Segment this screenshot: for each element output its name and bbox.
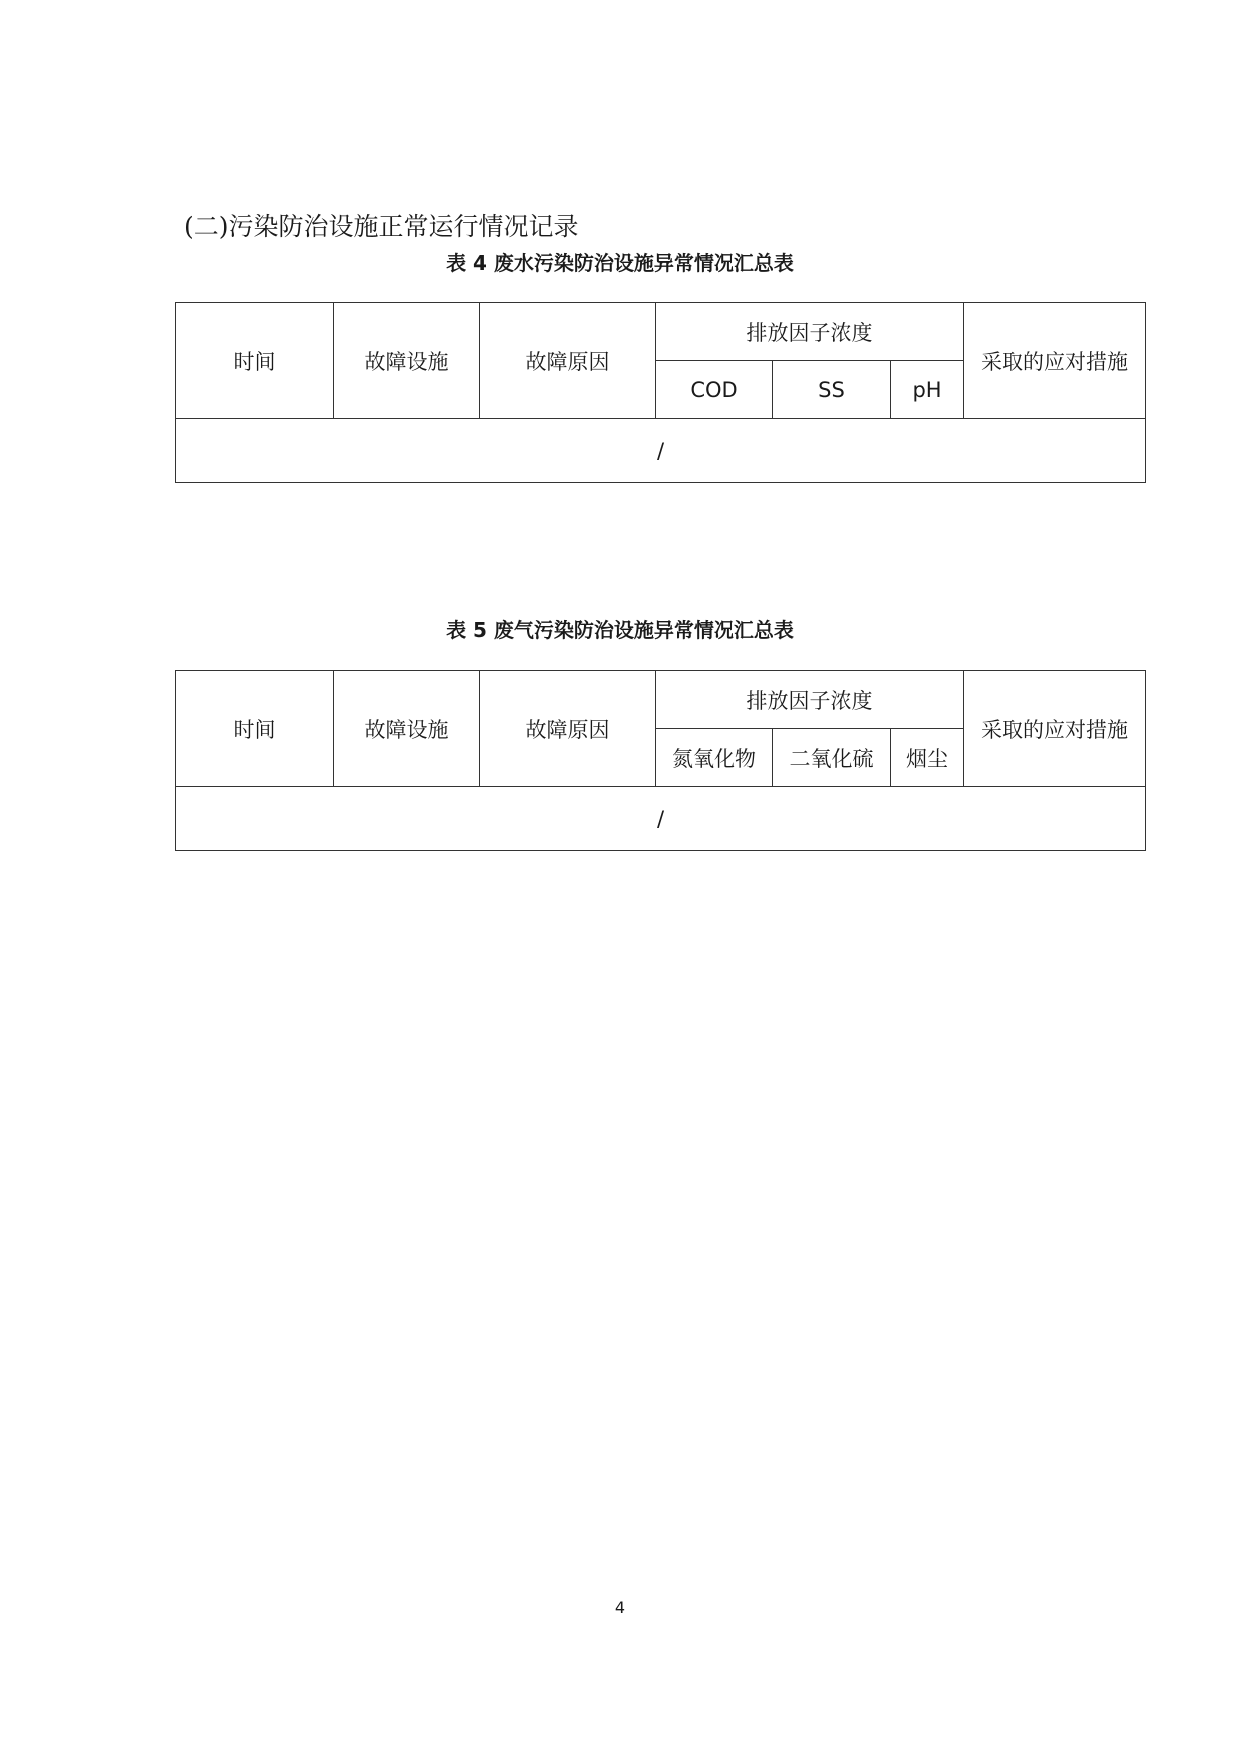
table5-empty-row: / <box>176 787 1146 851</box>
header-measures-taken: 采取的应对措施 <box>964 303 1146 419</box>
factor-smoke-dust: 烟尘 <box>891 729 964 787</box>
header-emission-concentration: 排放因子浓度 <box>656 303 964 361</box>
factor-sulfur-dioxide: 二氧化硫 <box>773 729 891 787</box>
header-time: 时间 <box>176 671 334 787</box>
page-number: 4 <box>614 1598 626 1617</box>
factor-cod: COD <box>656 361 773 419</box>
table5-exhaust-gas-anomalies <box>175 670 1146 851</box>
factor-nitrogen-oxides: 氮氧化物 <box>656 729 773 787</box>
header-emission-concentration: 排放因子浓度 <box>656 671 964 729</box>
factor-ph: pH <box>891 361 964 419</box>
table5-caption: 表 5 废气污染防治设施异常情况汇总表 <box>446 618 794 642</box>
table4-caption: 表 4 废水污染防治设施异常情况汇总表 <box>446 251 794 275</box>
header-faulty-facility: 故障设施 <box>334 303 480 419</box>
header-fault-cause: 故障原因 <box>480 671 656 787</box>
header-measures-taken: 采取的应对措施 <box>964 671 1146 787</box>
section-heading: (二)污染防治设施正常运行情况记录 <box>184 212 579 241</box>
header-fault-cause: 故障原因 <box>480 303 656 419</box>
header-time: 时间 <box>176 303 334 419</box>
factor-ss: SS <box>773 361 891 419</box>
table4-empty-row: / <box>176 419 1146 483</box>
table4-wastewater-anomalies <box>175 302 1146 483</box>
header-faulty-facility: 故障设施 <box>334 671 480 787</box>
